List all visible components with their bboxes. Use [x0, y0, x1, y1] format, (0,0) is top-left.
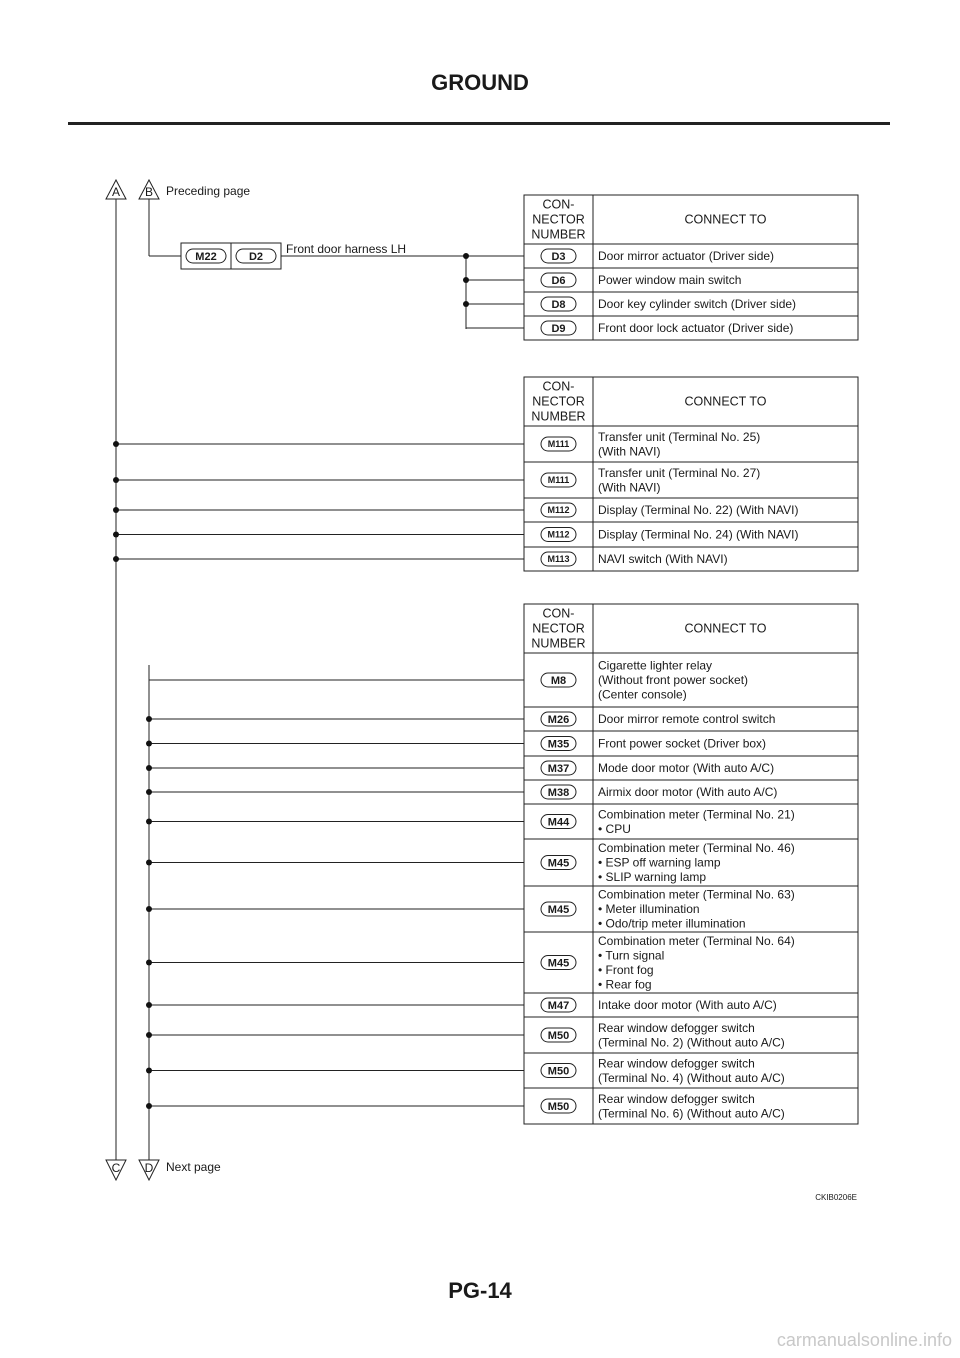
connect-to-text: • CPU [598, 821, 631, 836]
connector-tables [113, 195, 858, 1124]
connect-to-text: Combination meter (Terminal No. 21) [598, 807, 795, 822]
connect-to-text: (With NAVI) [598, 444, 661, 459]
junction-dot [113, 532, 119, 538]
connect-to-text: Transfer unit (Terminal No. 25) [598, 429, 761, 444]
connector-number: M111 [547, 475, 570, 485]
connector-label-m22: M22 [195, 251, 217, 263]
junction-dot [146, 789, 152, 795]
page-title: GROUND [431, 70, 529, 95]
connect-to-text: • Odo/trip meter illumination [598, 916, 746, 931]
connect-to-text: (Terminal No. 4) (Without auto A/C) [598, 1070, 785, 1085]
junction-dot [463, 277, 469, 283]
marker-d-label: D [144, 1161, 154, 1175]
connect-to-text: • Meter illumination [598, 902, 700, 916]
connector-number: M45 [547, 904, 570, 916]
connect-to-text: Display (Terminal No. 22) (With NAVI) [598, 503, 799, 517]
connector-number: M45 [547, 957, 570, 970]
connect-to-text: • SLIP warning lamp [598, 870, 707, 884]
marker-c-label: C [111, 1161, 121, 1175]
connect-to-text: Display (Terminal No. 24) (With NAVI) [598, 527, 799, 542]
connector-number: M50 [547, 1101, 570, 1113]
connector-number: M37 [547, 763, 570, 775]
connector-label-d2: D2 [248, 251, 264, 263]
header-connector-number: NECTOR [532, 394, 585, 409]
connect-to-text: • ESP off warning lamp [598, 855, 721, 870]
connector-number: M111 [547, 439, 570, 449]
junction-dot [113, 507, 119, 513]
header-connect-to: CONNECT TO [684, 621, 767, 636]
connect-to-text: NAVI switch (With NAVI) [598, 552, 728, 566]
connect-to-text: Mode door motor (With auto A/C) [598, 761, 775, 775]
watermark: carmanualsonline.info [776, 1330, 952, 1350]
marker-a-label: A [111, 185, 121, 199]
header-connector-number: NUMBER [531, 636, 586, 651]
junction-dot [113, 556, 119, 562]
connector-number: M44 [547, 816, 570, 829]
header-connector-number: CON- [542, 606, 575, 621]
junction-dot [146, 819, 152, 825]
connect-to-text: Door key cylinder switch (Driver side) [598, 297, 797, 311]
header-connector-number: NECTOR [532, 212, 585, 227]
junction-dot [146, 1002, 152, 1008]
figure-id: CKIB0206E [815, 1193, 857, 1202]
connector-number: D9 [551, 323, 566, 335]
page-number: PG-14 [448, 1278, 512, 1303]
junction-dot [146, 1032, 152, 1038]
connector-number: M35 [547, 738, 570, 751]
header-connector-number: NUMBER [531, 409, 586, 424]
connect-to-text: Door mirror actuator (Driver side) [598, 249, 775, 263]
junction-dot [146, 860, 152, 866]
junction-dot [146, 906, 152, 912]
connect-to-text: (With NAVI) [598, 480, 661, 495]
preceding-page-label: Preceding page [166, 184, 251, 198]
marker-b-label: B [144, 185, 154, 199]
connector-number: M113 [547, 554, 570, 564]
header-connector-number: CON- [542, 197, 575, 212]
next-page-label: Next page [166, 1160, 221, 1174]
connect-to-text: Rear window defogger switch [598, 1091, 755, 1106]
connect-to-text: Combination meter (Terminal No. 46) [598, 841, 795, 855]
connector-number: D6 [551, 275, 566, 287]
junction-dot [463, 253, 469, 259]
header-connect-to: CONNECT TO [684, 394, 767, 409]
connect-to-text: (Terminal No. 6) (Without auto A/C) [598, 1106, 785, 1121]
connect-to-text: Front door lock actuator (Driver side) [598, 321, 794, 335]
connect-to-text: Transfer unit (Terminal No. 27) [598, 465, 761, 480]
connect-to-text: Airmix door motor (With auto A/C) [598, 785, 778, 799]
connector-number: D8 [551, 299, 566, 311]
junction-dot [146, 1068, 152, 1074]
junction-dot [463, 301, 469, 307]
header-connector-number: NUMBER [531, 227, 586, 242]
connector-number: M26 [547, 714, 570, 726]
connect-to-text: Rear window defogger switch [598, 1020, 755, 1035]
connector-number: M38 [547, 787, 570, 799]
connector-number: M50 [547, 1030, 570, 1042]
harness-label: Front door harness LH [286, 242, 407, 256]
connect-to-text: Door mirror remote control switch [598, 712, 776, 726]
connect-to-text: Cigarette lighter relay [598, 658, 713, 673]
connector-number: M112 [547, 505, 570, 515]
connect-to-text: Intake door motor (With auto A/C) [598, 998, 777, 1012]
connector-number: D3 [551, 251, 566, 263]
connect-to-text: • Turn signal [598, 948, 665, 963]
header-connect-to: CONNECT TO [684, 212, 767, 227]
connect-to-text: Rear window defogger switch [598, 1056, 755, 1071]
connect-to-text: Combination meter (Terminal No. 64) [598, 933, 795, 948]
connect-to-text: (Without front power socket) [598, 673, 749, 687]
connector-number: M47 [547, 1000, 570, 1012]
header-connector-number: NECTOR [532, 621, 585, 636]
header-connector-number: CON- [542, 379, 575, 394]
junction-dot [146, 1103, 152, 1109]
connect-to-text: Front power socket (Driver box) [598, 736, 767, 751]
connector-number: M8 [550, 675, 567, 687]
connector-number: M45 [547, 857, 570, 870]
junction-dot [113, 477, 119, 483]
junction-dot [146, 765, 152, 771]
connect-to-text: • Front fog [598, 962, 654, 977]
junction-dot [146, 716, 152, 722]
connect-to-text: (Center console) [598, 687, 687, 702]
connect-to-text: Power window main switch [598, 273, 742, 287]
connect-to-text: • Rear fog [598, 977, 652, 992]
junction-dot [113, 441, 119, 447]
connector-number: M50 [547, 1065, 570, 1078]
connect-to-text: (Terminal No. 2) (Without auto A/C) [598, 1035, 785, 1050]
junction-dot [146, 960, 152, 966]
connector-number: M112 [547, 529, 570, 540]
connect-to-text: Combination meter (Terminal No. 63) [598, 887, 795, 902]
junction-dot [146, 741, 152, 747]
